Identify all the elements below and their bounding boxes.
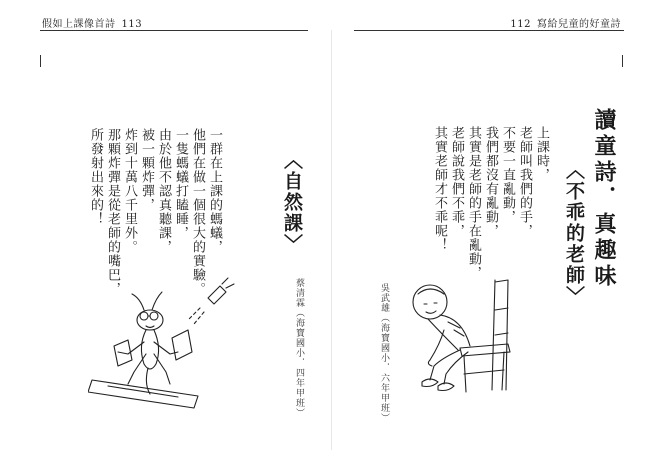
left-page-header (42, 15, 142, 30)
poem-line: 上課時， (534, 126, 549, 182)
ant-scolded-by-teacher-sketch (88, 268, 248, 418)
left-corner-mark (40, 55, 41, 67)
right-header-title: 寫給兒童的好童詩 (537, 19, 621, 30)
right-corner-mark (622, 55, 623, 67)
left-header-rule (40, 30, 308, 31)
section-title: 讀童詩．真趣味 (591, 108, 617, 290)
poem-line: 其實是老師的手在亂動， (466, 126, 481, 280)
poem-line: 老師叫我們的手， (517, 126, 532, 238)
poem-line: 那顆炸彈是從老師的嘴巴， (105, 128, 120, 296)
poem-line: 炸到十萬八千里外。 (122, 128, 137, 254)
poem-line: 一隻螞蟻打瞌睡， (173, 128, 188, 240)
poem-line: 由於他不認真聽課， (156, 128, 171, 254)
poem-line: 被一顆炸彈， (139, 128, 154, 212)
poem-line: 我們都沒有亂動， (483, 126, 498, 238)
poem-line: 其實老師才不乖呢！ (432, 126, 447, 252)
poem-line: 老師說我們不乖， (449, 126, 464, 238)
left-poem-body (87, 128, 223, 296)
left-page-number: 113 (121, 19, 143, 30)
right-poem-byline: 吳武雄（海寶國小．六年甲班） (379, 283, 389, 423)
right-page-number: 112 (510, 19, 531, 30)
page-gutter (331, 30, 332, 450)
left-poem-title: 〈自然課〉 (281, 150, 303, 255)
poem-line: 所發射出來的！ (88, 128, 103, 226)
right-poem-title: 〈不乖的老師〉 (563, 160, 585, 307)
boy-sitting-on-chair-sketch (400, 270, 580, 405)
right-poem-body (431, 126, 550, 280)
poem-line: 他們在做一個很大的實驗。 (190, 128, 205, 296)
left-header-title: 假如上課像首詩 (42, 19, 116, 30)
left-poem-byline: 蔡清霖（海寶國小．四年甲班） (294, 278, 304, 418)
poem-line: 不要一直亂動， (500, 126, 515, 224)
right-page-header (510, 15, 621, 30)
right-header-rule (354, 30, 624, 31)
poem-line: 一群在上課的螞蟻， (207, 128, 222, 254)
